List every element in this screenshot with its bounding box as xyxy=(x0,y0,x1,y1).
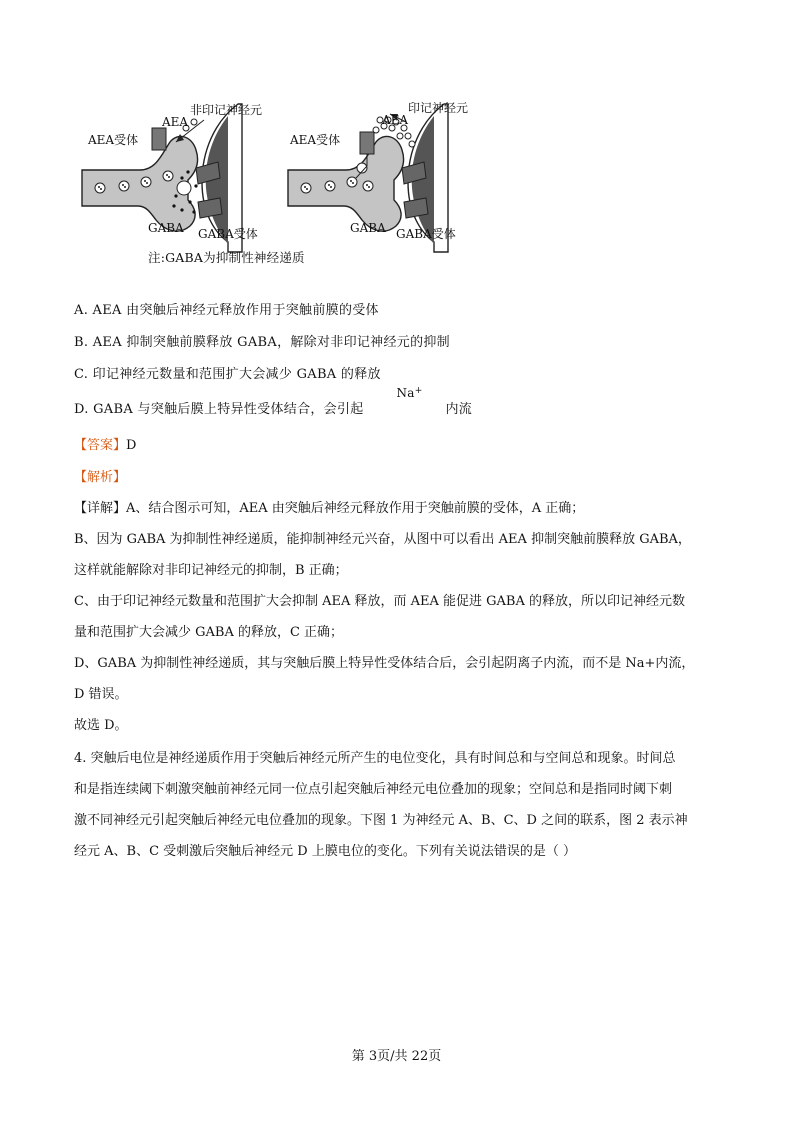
option-a: A. AEA 由突触后神经元释放作用于突触前膜的受体 xyxy=(74,303,379,318)
ion-charge: + xyxy=(414,386,423,396)
right-aea-receptor-label: AEA受体 xyxy=(290,133,341,147)
right-neuron-label: 印记神经元 xyxy=(408,101,469,115)
left-gaba-receptor-label: GABA受体 xyxy=(198,227,258,241)
option-d-tail: 内流 xyxy=(445,402,473,417)
answer-line xyxy=(74,437,136,455)
analysis-line-8: 故选 D。 xyxy=(74,718,128,733)
ion-symbol: Na xyxy=(396,386,415,400)
analysis-line-1: 【详解】A、结合图示可知，AEA 由突触后神经元释放作用于突触前膜的受体，A 正确； xyxy=(74,501,585,516)
right-aea-label: AEA xyxy=(382,113,409,127)
analysis-line-7: D 错误。 xyxy=(74,687,128,702)
synapse-figure xyxy=(78,92,498,270)
option-d xyxy=(74,386,473,420)
left-aea-receptor-label: AEA受体 xyxy=(88,133,139,147)
q4-line-3: 激不同神经元引起突触后神经元电位叠加的现象。下图 1 为神经元 A、B、C、D 之间的联系，图 2 表示神 xyxy=(74,813,688,828)
analysis-tag-line xyxy=(74,469,126,487)
answer-tag: 【答案】 xyxy=(74,438,127,453)
option-d-ion xyxy=(396,386,422,400)
answer-value: D xyxy=(126,438,137,453)
option-b: B. AEA 抑制突触前膜释放 GABA，解除对非印记神经元的抑制 xyxy=(74,335,450,350)
right-aea-receptor xyxy=(360,132,374,154)
synapse-diagram xyxy=(78,92,498,270)
analysis-line-5: 量和范围扩大会减少 GABA 的释放，C 正确； xyxy=(74,625,344,640)
left-fusing-vesicle xyxy=(177,181,191,195)
analysis-line-6: D、GABA 为抑制性神经递质，其与突触后膜上特异性受体结合后，会引起阴离子内流，而不是 Na+内流， xyxy=(74,656,695,671)
q4-line-2: 和是指连续阈下刺激突触前神经元同一位点引起突触后神经元电位叠加的现象；空间总和是指同时阈下刺 xyxy=(74,782,673,797)
analysis-line-4: C、由于印记神经元数量和范围扩大会抑制 AEA 释放，而 AEA 能促进 GABA 的释放，所以印记神经元数 xyxy=(74,594,685,609)
q4-line-1: 4. 突触后电位是神经递质作用于突触后神经元所产生的电位变化，具有时间总和与空间总和现象。时间总 xyxy=(74,751,676,766)
left-gaba-label: GABA xyxy=(148,221,184,235)
analysis-line-3: 这样就能解除对非印记神经元的抑制，B 正确； xyxy=(74,563,348,578)
option-d-text: D. GABA 与突触后膜上特异性受体结合，会引起 xyxy=(74,402,364,417)
page-footer: 第 3页/共 22页 xyxy=(351,1049,442,1064)
figure-note: 注:GABA为抑制性神经递质 xyxy=(148,250,305,265)
left-neuron-label: 非印记神经元 xyxy=(190,103,263,117)
analysis-line-2: B、因为 GABA 为抑制性神经递质，能抑制神经元兴奋，从图中可以看出 AEA 抑制突触前膜释放 GABA， xyxy=(74,532,691,547)
q4-line-4: 经元 A、B、C 受刺激后突触后神经元 D 上膜电位的变化。下列有关说法错误的是（ ） xyxy=(74,844,576,859)
option-c: C. 印记神经元数量和范围扩大会减少 GABA 的释放 xyxy=(74,367,381,382)
left-aea-receptor xyxy=(152,128,166,150)
right-gaba-receptor-label: GABA受体 xyxy=(396,227,456,241)
analysis-tag: 【解析】 xyxy=(74,470,127,485)
left-aea-label: AEA xyxy=(162,115,189,129)
right-gaba-label: GABA xyxy=(350,221,386,235)
